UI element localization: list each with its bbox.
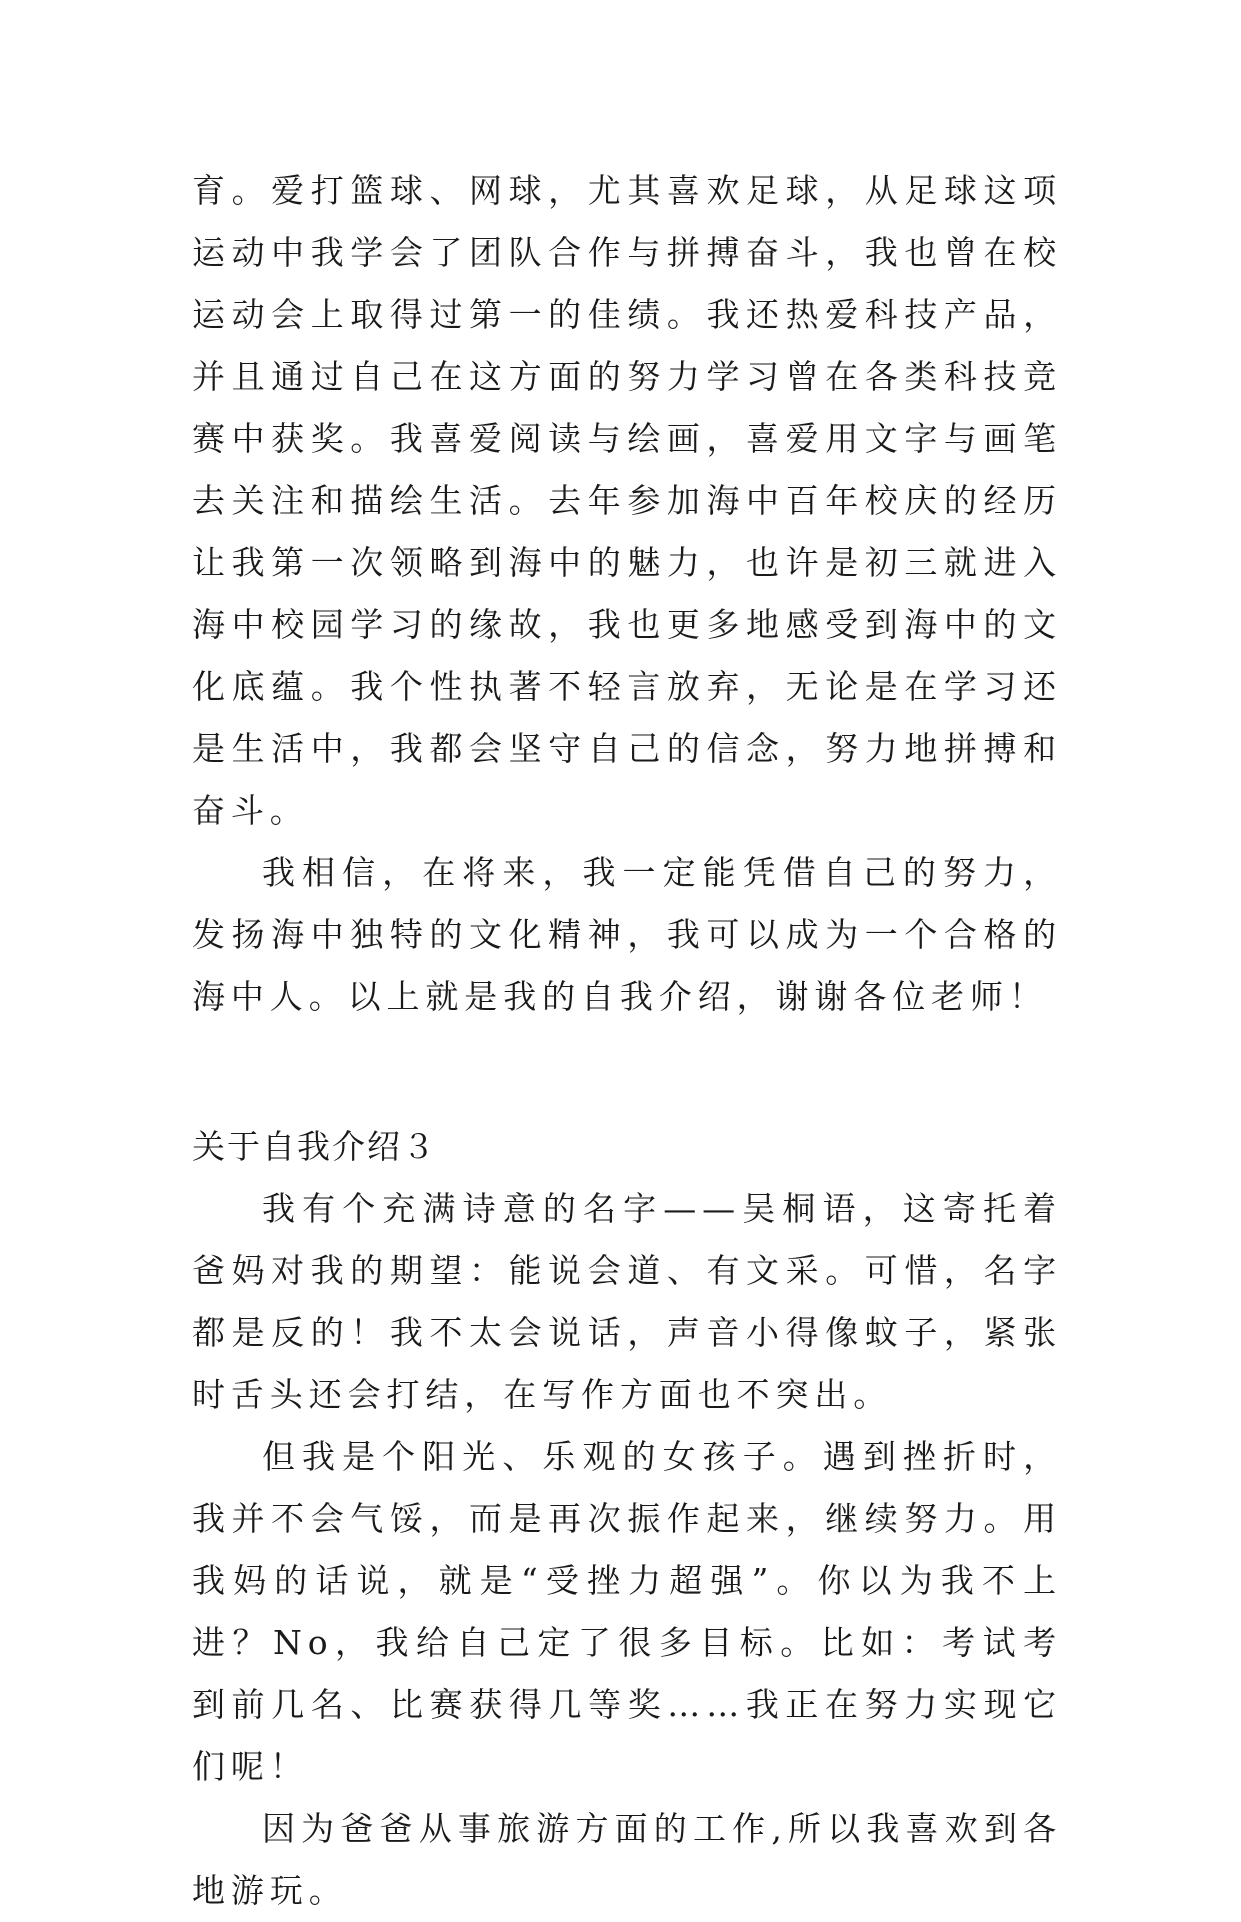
paragraph-personality: 但我是个阳光、乐观的女孩子。遇到挫折时，我并不会气馁，而是再次振作起来，继续努力。用我妈的话说，就是“受挫力超强”。你以为我不上进？No，我给自己定了很多目标。比如：考试考到前几名、比赛获得几等奖……我正在努力实现它们呢！ <box>192 1437 1062 1786</box>
document-body <box>192 160 1062 1922</box>
section-heading: 关于自我介绍３ <box>192 1127 437 1166</box>
paragraph-closing: 我相信，在将来，我一定能凭借自己的努力，发扬海中独特的文化精神，我可以成为一个合格的海中人。以上就是我的自我介绍，谢谢各位老师！ <box>192 853 1062 1016</box>
paragraph-interests: 育。爱打篮球、网球，尤其喜欢足球，从足球这项运动中我学会了团队合作与拼搏奋斗，我也曾在校运动会上取得过第一的佳绩。我还热爱科技产品，并且通过自己在这方面的努力学习曾在各类科技竞赛中获奖。我喜爱阅读与绘画，喜爱用文字与画笔去关注和描绘生活。去年参加海中百年校庆的经历让我第一次领略到海中的魅力，也许是初三就进入海中校园学习的缘故，我也更多地感受到海中的文化底蕴。我个性执著不轻言放弃，无论是在学习还是生活中，我都会坚守自己的信念，努力地拼搏和奋斗。 <box>192 171 1062 830</box>
paragraph-name-intro: 我有个充满诗意的名字——吴桐语，这寄托着爸妈对我的期望：能说会道、有文采。可惜，名字都是反的！我不太会说话，声音小得像蚊子，紧张时舌头还会打结，在写作方面也不突出。 <box>192 1189 1062 1414</box>
paragraph-travel: 因为爸爸从事旅游方面的工作,所以我喜欢到各地游玩。 <box>192 1809 1062 1910</box>
